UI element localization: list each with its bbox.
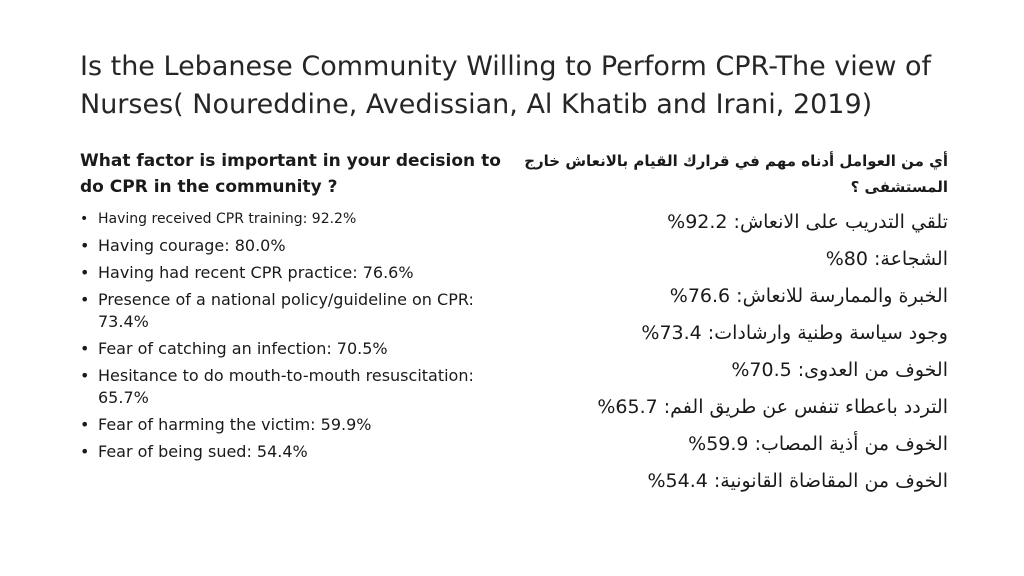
- list-item-text: Having courage: 80.0%: [98, 236, 286, 255]
- list-item-text: Having had recent CPR practice: 76.6%: [98, 263, 414, 282]
- bullet-icon: •: [80, 290, 90, 309]
- list-item: [80, 338, 510, 360]
- list-item: [80, 262, 510, 284]
- list-item: [80, 441, 510, 463]
- arabic-factor-list: [508, 204, 948, 500]
- bullet-icon: •: [80, 366, 90, 385]
- arabic-question-heading: أي من العوامل أدناه مهم في قرارك القيام بالانعاش خارج المستشفى ؟: [524, 152, 948, 196]
- list-item: الخوف من أذية المصاب: 59.9%: [688, 433, 948, 455]
- bullet-icon: •: [80, 415, 90, 434]
- list-item-text: Fear of being sued: 54.4%: [98, 442, 308, 461]
- list-item: [80, 365, 510, 409]
- bullet-icon: •: [80, 236, 90, 255]
- slide-title: Is the Lebanese Community Willing to Perform CPR-The view of Nurses( Noureddine, Avedissian, Al Khatib and Irani, 2019): [80, 51, 932, 120]
- english-question-heading: What factor is important in your decision to do CPR in the community ?: [80, 151, 501, 197]
- list-item: وجود سياسة وطنية وارشادات: 73.4%: [641, 322, 948, 344]
- english-column: [80, 148, 510, 468]
- bullet-icon: •: [80, 211, 89, 227]
- bullet-icon: •: [80, 442, 90, 461]
- list-item: [80, 235, 510, 257]
- list-item: [80, 414, 510, 436]
- list-item-text: Fear of catching an infection: 70.5%: [98, 339, 388, 358]
- list-item: [80, 289, 510, 333]
- bullet-icon: •: [80, 263, 90, 282]
- bullet-icon: •: [80, 339, 90, 358]
- list-item-text: Presence of a national policy/guideline on CPR: 73.4%: [98, 290, 474, 331]
- list-item: الخبرة والممارسة للانعاش: 76.6%: [669, 285, 948, 307]
- english-factor-list: [80, 208, 510, 463]
- list-item: الخوف من المقاضاة القانونية: 54.4%: [647, 470, 948, 492]
- list-item: الخوف من العدوى: 70.5%: [731, 359, 948, 381]
- list-item: الشجاعة: 80%: [825, 248, 948, 270]
- list-item: تلقي التدريب على الانعاش: 92.2%: [667, 211, 948, 233]
- list-item: [80, 208, 510, 230]
- list-item: التردد باعطاء تنفس عن طريق الفم: 65.7%: [597, 396, 948, 418]
- list-item-text: Hesitance to do mouth-to-mouth resuscitation: 65.7%: [98, 366, 474, 407]
- list-item-text: Fear of harming the victim: 59.9%: [98, 415, 372, 434]
- list-item-text: Having received CPR training: 92.2%: [98, 211, 357, 227]
- arabic-column: [508, 148, 948, 500]
